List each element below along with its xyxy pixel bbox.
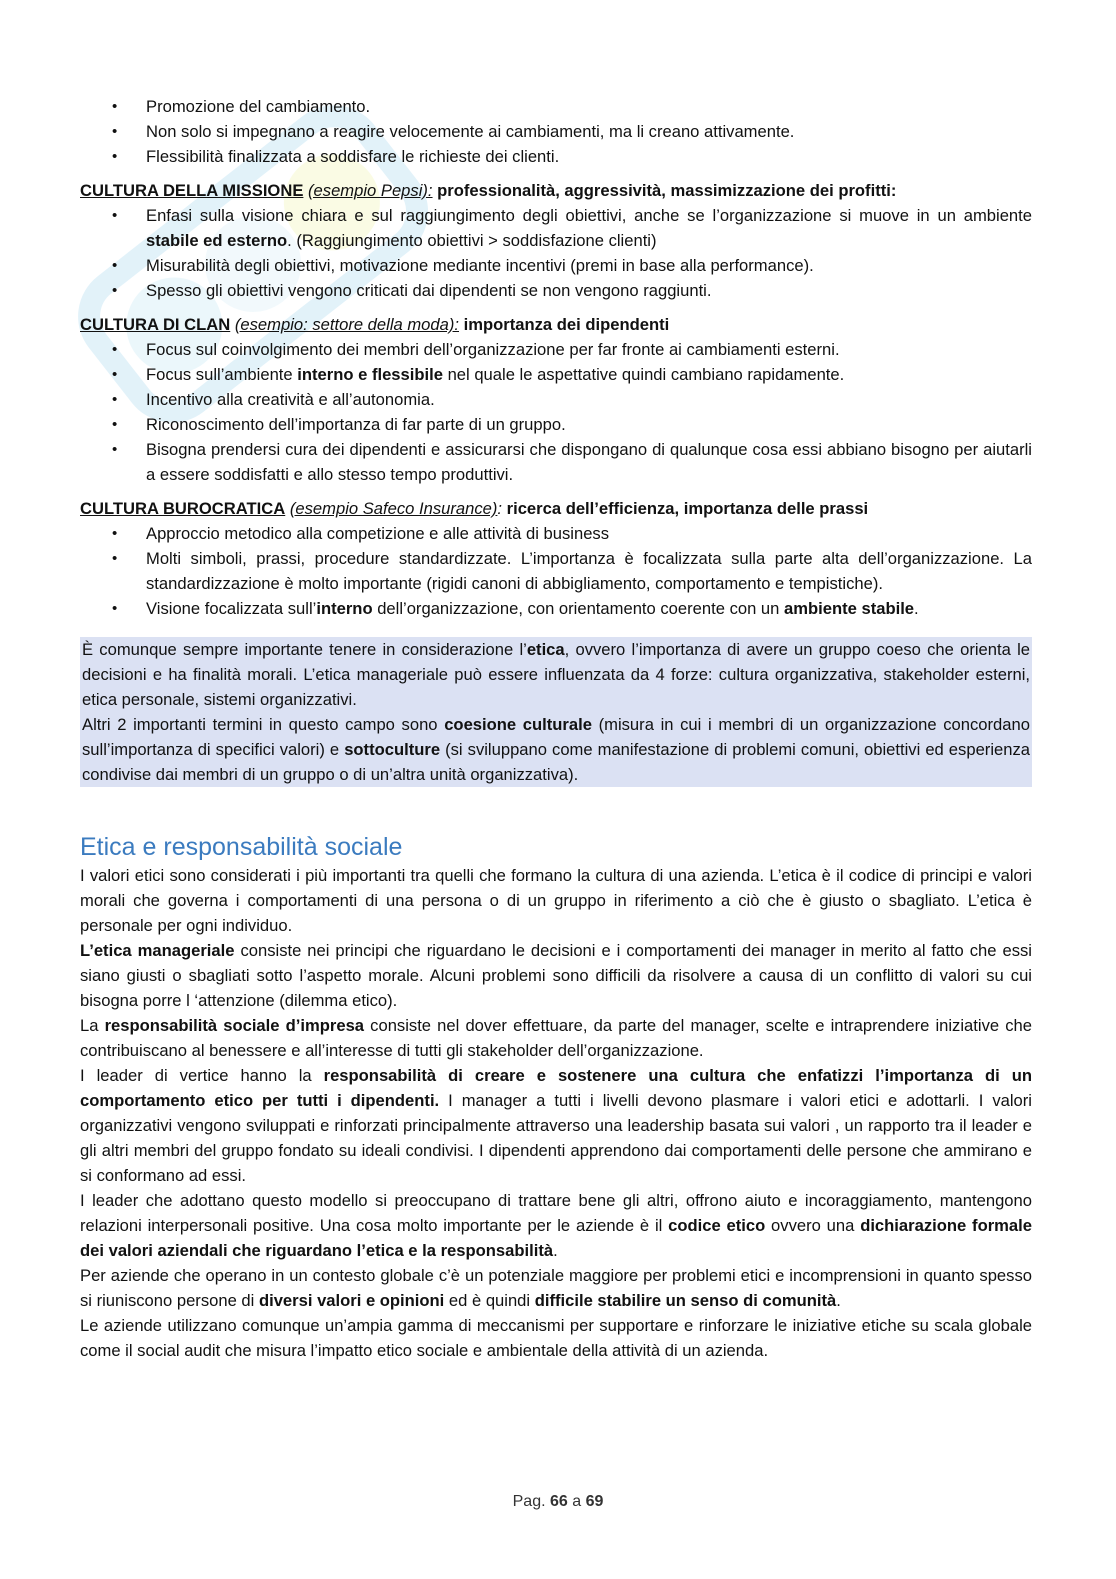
list-item: • Incentivo alla creatività e all’autonomia.	[80, 387, 1032, 412]
section-heading-missione	[80, 178, 1032, 203]
page-total: 69	[585, 1493, 604, 1510]
section-title: CULTURA BUROCRATICA	[80, 499, 286, 518]
list-item: • Riconoscimento dell’importanza di far parte di un gruppo.	[80, 412, 1032, 437]
list-item: • Approccio metodico alla competizione e alle attività di business	[80, 521, 1032, 546]
section-example: (esempio Safeco Insurance)	[289, 499, 498, 518]
highlighted-note	[80, 637, 1032, 787]
section-keywords: ricerca dell’efficienza, importanza delle prassi	[506, 499, 869, 518]
list-item: • Promozione del cambiamento.	[80, 94, 1032, 119]
section-title: CULTURA DELLA MISSIONE	[80, 181, 304, 200]
section-example: (esempio Pepsi):	[308, 181, 433, 200]
paragraph: Le aziende utilizzano comunque un’ampia gamma di meccanismi per supportare e rinforzare le iniziative etiche su scala globale come il social audit che misura l’impatto etico sociale e ambientale della attività di un azienda.	[80, 1316, 1032, 1360]
section-keywords: importanza dei dipendenti	[463, 315, 670, 334]
paragraph: L’etica manageriale consiste nei principi che riguardano le decisioni e i comportamenti dei manager in merito al fatto che essi siano giusti o sbagliati sotto l’aspetto morale. Alcuni problemi sono difficili da risolvere a causa di un conflitto di valori su cui bisogna porre l ‘attenzione (dilemma etico).	[80, 941, 1032, 1010]
intro-bullet-list	[80, 94, 1032, 169]
section-heading-clan	[80, 312, 1032, 337]
paragraph: Altri 2 importanti termini in questo campo sono coesione culturale (misura in cui i membri di un organizzazione concordano sull’importanza di specifici valori) e sottoculture (si sviluppano come manifestazione di problemi comuni, obiettivi ed esperienza condivise dai membri di un gruppo o di un’altra unità organizzativa).	[82, 715, 1030, 784]
paragraph: È comunque sempre importante tenere in considerazione l’etica, ovvero l’importanza di avere un gruppo coeso che orienta le decisioni e ha finalità morali. L’etica manageriale può essere influenzata da 4 forze: cultura organizzativa, stakeholder esterni, etica personale, sistemi organizzativi.	[82, 640, 1030, 709]
section-title: CULTURA DI CLAN	[80, 315, 231, 334]
section-example: (esempio: settore della moda):	[234, 315, 459, 334]
etica-body	[80, 863, 1032, 1363]
list-item: • Enfasi sulla visione chiara e sul raggiungimento degli obiettivi, anche se l’organizzazione si muove in un ambiente stabile ed esterno. (Raggiungimento obiettivi > soddisfazione clienti)	[80, 203, 1032, 253]
missione-bullet-list	[80, 203, 1032, 303]
list-item: • Visione focalizzata sull’interno dell’organizzazione, con orientamento coerente con un ambiente stabile.	[80, 596, 1032, 621]
list-item: • Misurabilità degli obiettivi, motivazione mediante incentivi (premi in base alla performance).	[80, 253, 1032, 278]
list-item: • Non solo si impegnano a reagire velocemente ai cambiamenti, ma li creano attivamente.	[80, 119, 1032, 144]
section-heading-burocratica: CULTURA BUROCRATICA (esempio Safeco Insurance): ricerca dell’efficienza, importanza delle prassi	[80, 499, 869, 518]
list-item: • Focus sul coinvolgimento dei membri dell’organizzazione per far fronte ai cambiamenti esterni.	[80, 337, 1032, 362]
clan-bullet-list	[80, 337, 1032, 487]
burocratica-bullet-list	[80, 521, 1032, 621]
paragraph: I leader di vertice hanno la responsabilità di creare e sostenere una cultura che enfatizzi l’importanza di un comportamento etico per tutti i dipendenti. I manager a tutti i livelli devono plasmare i valori etici e adottarli. I valori organizzativi vengono sviluppati e rinforzati principalmente attraverso una leadership basata sui valori , un rapporto tra il leader e gli altri membri del gruppo fondato su ideali condivisi. I dipendenti apprendono dai comportamenti delle persone che ammirano e si conformano ad essi.	[80, 1066, 1033, 1185]
list-item: • Molti simboli, prassi, procedure standardizzate. L’importanza è focalizzata sulla parte alta dell’organizzazione. La standardizzazione è molto importante (rigidi canoni di abbigliamento, comportamento e tempistiche).	[80, 546, 1032, 596]
paragraph: I valori etici sono considerati i più importanti tra quelli che formano la cultura di una azienda. L’etica è il codice di principi e valori morali che governa i comportamenti di una persona o di un gruppo in riferimento a ciò che è giusto o sbagliato. L’etica è personale per ogni individuo.	[80, 866, 1032, 935]
list-item: • Spesso gli obiettivi vengono criticati dai dipendenti se non vengono raggiunti.	[80, 278, 1032, 303]
document-page	[80, 94, 1032, 1363]
section-keywords: professionalità, aggressività, massimizzazione dei profitti:	[437, 181, 897, 200]
page-number: 66	[549, 1493, 568, 1510]
page-footer: Pag. 66 a 69	[512, 1493, 604, 1510]
section-heading-etica: Etica e responsabilità sociale	[80, 833, 403, 861]
list-item: • Bisogna prendersi cura dei dipendenti e assicurarsi che dispongano di qualunque cosa essi abbiano bisogno per aiutarli a essere soddisfatti e allo stesso tempo produttivi.	[80, 437, 1032, 487]
paragraph: La responsabilità sociale d’impresa consiste nel dover effettuare, da parte del manager, scelte e intraprendere iniziative che contribuiscano al benessere e all’interesse di tutti gli stakeholder dell’organizzazione.	[80, 1016, 1032, 1060]
paragraph: I leader che adottano questo modello si preoccupano di trattare bene gli altri, offrono aiuto e incoraggiamento, mantengono relazioni interpersonali positive. Una cosa molto importante per le aziende è il codice etico ovvero una dichiarazione formale dei valori aziendali che riguardano l’etica e la responsabilità.	[80, 1191, 1032, 1260]
list-item: • Focus sull’ambiente interno e flessibile nel quale le aspettative quindi cambiano rapidamente.	[80, 362, 1032, 387]
paragraph: Per aziende che operano in un contesto globale c’è un potenziale maggiore per problemi etici e incomprensioni in quanto spesso si riuniscono persone di diversi valori e opinioni ed è quindi difficile stabilire un senso di comunità.	[80, 1266, 1032, 1310]
list-item: • Flessibilità finalizzata a soddisfare le richieste dei clienti.	[80, 144, 1032, 169]
